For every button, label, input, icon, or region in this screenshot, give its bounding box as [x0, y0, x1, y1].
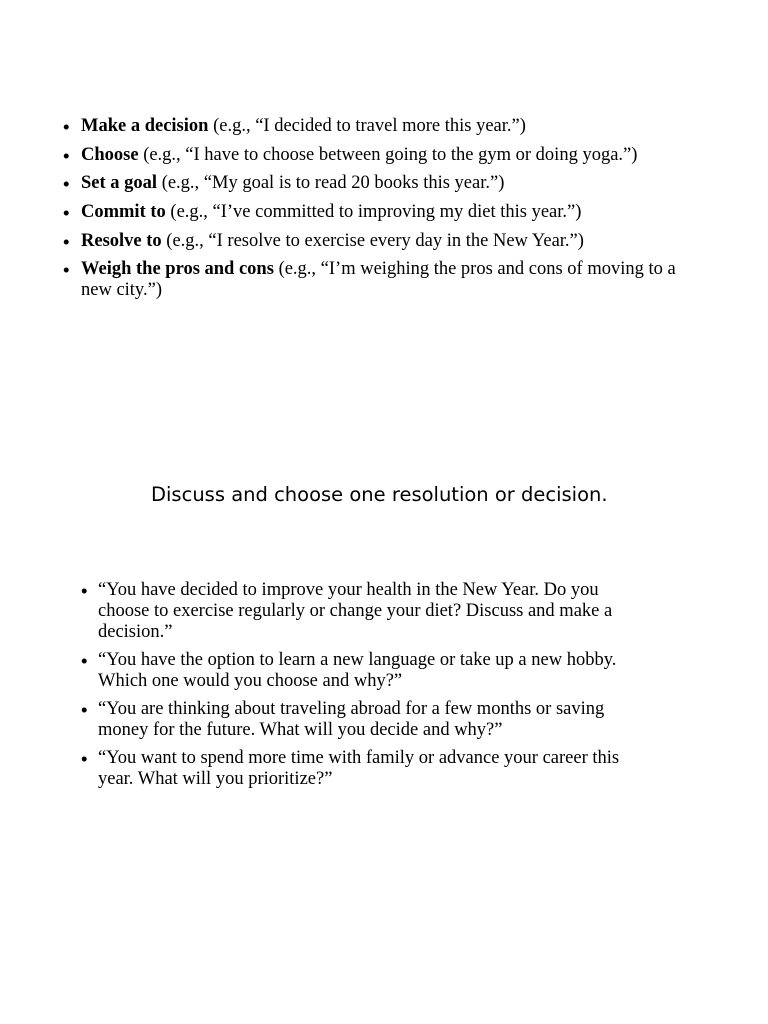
- vocabulary-example: (e.g., “I’m weighing the pros and cons of moving to a new city.”): [81, 259, 676, 301]
- vocabulary-term: Make a decision: [81, 116, 209, 136]
- instruction-heading: Discuss and choose one resolution or decision.: [151, 483, 608, 506]
- bullet-icon: •: [63, 173, 70, 195]
- bullet-icon: •: [81, 699, 88, 720]
- discussion-prompt: [81, 699, 641, 741]
- vocabulary-item: [63, 116, 683, 137]
- bullet-icon: •: [63, 230, 70, 252]
- vocabulary-term: Set a goal: [81, 173, 158, 194]
- bullet-icon: •: [63, 144, 70, 166]
- vocabulary-example: (e.g., “I resolve to exercise every day in the New Year.”): [166, 230, 584, 251]
- discussion-prompt: [81, 650, 641, 692]
- bullet-icon: •: [63, 259, 70, 281]
- discussion-prompt-list: [81, 580, 641, 797]
- vocabulary-list: [63, 116, 683, 309]
- bullet-icon: •: [63, 202, 70, 224]
- bullet-icon: •: [81, 748, 88, 769]
- discussion-prompt-text: “You want to spend more time with family or advance your career this year. What will you prioritize?”: [98, 748, 620, 789]
- discussion-prompt: [81, 580, 641, 643]
- discussion-prompt-text: “You have decided to improve your health in the New Year. Do you choose to exercise regularly or change your diet? Discuss and make a decision.”: [98, 580, 613, 642]
- vocabulary-item: [63, 173, 683, 194]
- vocabulary-term: Weigh the pros and cons: [81, 259, 274, 280]
- vocabulary-item: [63, 231, 683, 252]
- vocabulary-example: (e.g., “I decided to travel more this year.”): [213, 116, 526, 136]
- vocabulary-term: Resolve to: [81, 230, 162, 251]
- bullet-icon: •: [81, 650, 88, 671]
- vocabulary-example: (e.g., “I have to choose between going to the gym or doing yoga.”): [143, 144, 638, 165]
- discussion-prompt-text: “You are thinking about traveling abroad for a few months or saving money for the future. What will you decide and why?”: [98, 699, 605, 740]
- vocabulary-item: [63, 202, 683, 223]
- discussion-prompt-text: “You have the option to learn a new language or take up a new hobby. Which one would you choose and why?”: [98, 650, 617, 691]
- bullet-icon: •: [63, 116, 70, 137]
- discussion-prompt: [81, 748, 641, 790]
- bullet-icon: •: [81, 580, 88, 601]
- vocabulary-term: Commit to: [81, 202, 166, 223]
- vocabulary-example: (e.g., “I’ve committed to improving my diet this year.”): [170, 202, 582, 223]
- vocabulary-item: [63, 259, 683, 301]
- vocabulary-item: [63, 145, 683, 166]
- vocabulary-example: (e.g., “My goal is to read 20 books this year.”): [161, 173, 505, 194]
- vocabulary-term: Choose: [81, 144, 139, 165]
